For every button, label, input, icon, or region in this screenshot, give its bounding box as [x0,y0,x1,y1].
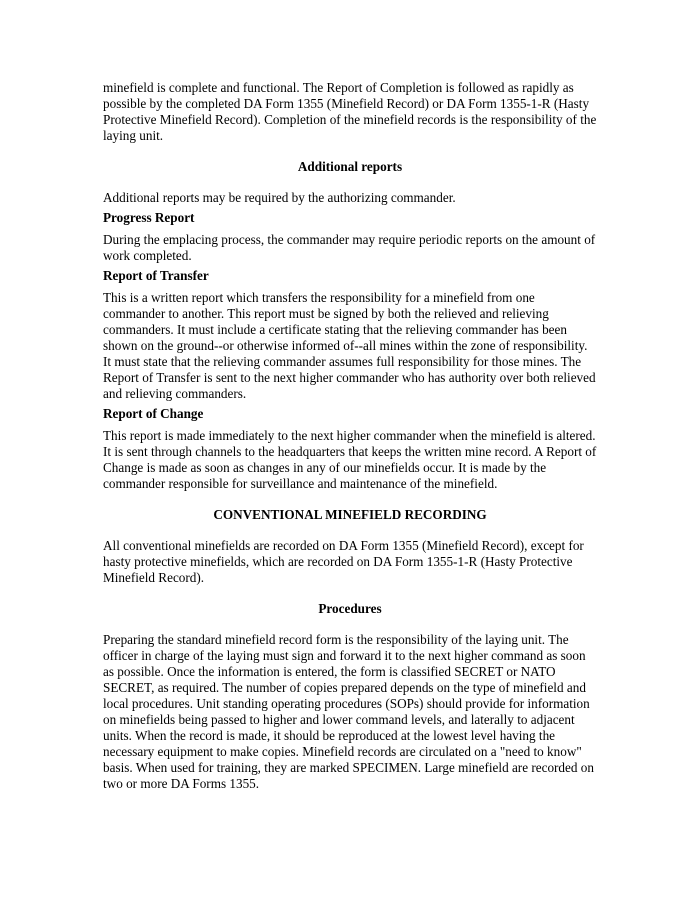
intro-paragraph: minefield is complete and functional. The Report of Completion is followed as rapidly as possible by the completed DA Form 1355 (Minefield Record) or DA Form 1355-1-R (Hasty Protective Minefield Record). Completion of the minefield records is the responsibility of the laying unit. [103,80,597,143]
document-body [103,80,597,807]
report-of-change-text: This report is made immediately to the next higher commander when the minefield is altered. It is sent through channels to the headquarters that keeps the written mine record. A Report of Change is made as soon as changes in any of our minefields occur. It is made by the commander responsible for surveillance and maintenance of the minefield. [103,428,597,491]
progress-report-text: During the emplacing process, the commander may require periodic reports on the amount of work completed. [103,232,596,263]
procedures-heading: Procedures [318,601,382,616]
conventional-recording-heading: CONVENTIONAL MINEFIELD RECORDING [213,507,487,522]
procedures-text: Preparing the standard minefield record form is the responsibility of the laying unit. The officer in charge of the laying must sign and forward it to the next higher command as soon as possible. Once the information is entered, the form is classified SECRET or NATO SECRET, as required. The number of copies prepared depends on the type of minefield and local procedures. Unit standing operating procedures (SOPs) should provide for information on minefields being passed to higher and lower command levels, and laterally to adjacent units. When the record is made, it should be reproduced at the lowest level having the necessary equipment to make copies. Minefield records are circulated on a "need to know" basis. When used for training, they are marked SPECIMEN. Large minefield are recorded on two or more DA Forms 1355. [103,632,594,791]
report-of-transfer-text: This is a written report which transfers the responsibility for a minefield from one commander to another. This report must be signed by both the relieved and relieving commanders. It must include a certificate stating that the relieving commander has been shown on the ground--or otherwise informed of--all mines within the zone of responsibility. It must state that the relieving commander assumes full responsibility for those mines. The Report of Transfer is sent to the next higher commander who has authority over both relieved and relieving commanders. [103,290,596,401]
conventional-recording-text: All conventional minefields are recorded on DA Form 1355 (Minefield Record), except for hasty protective minefields, which are recorded on DA Form 1355-1-R (Hasty Protective Minefield Record). [103,538,584,585]
report-of-transfer-heading: Report of Transfer [103,268,209,283]
progress-report-heading: Progress Report [103,210,195,225]
report-of-change-heading: Report of Change [103,406,204,421]
additional-reports-text: Additional reports may be required by the authorizing commander. [103,190,456,205]
additional-reports-heading: Additional reports [297,159,403,174]
